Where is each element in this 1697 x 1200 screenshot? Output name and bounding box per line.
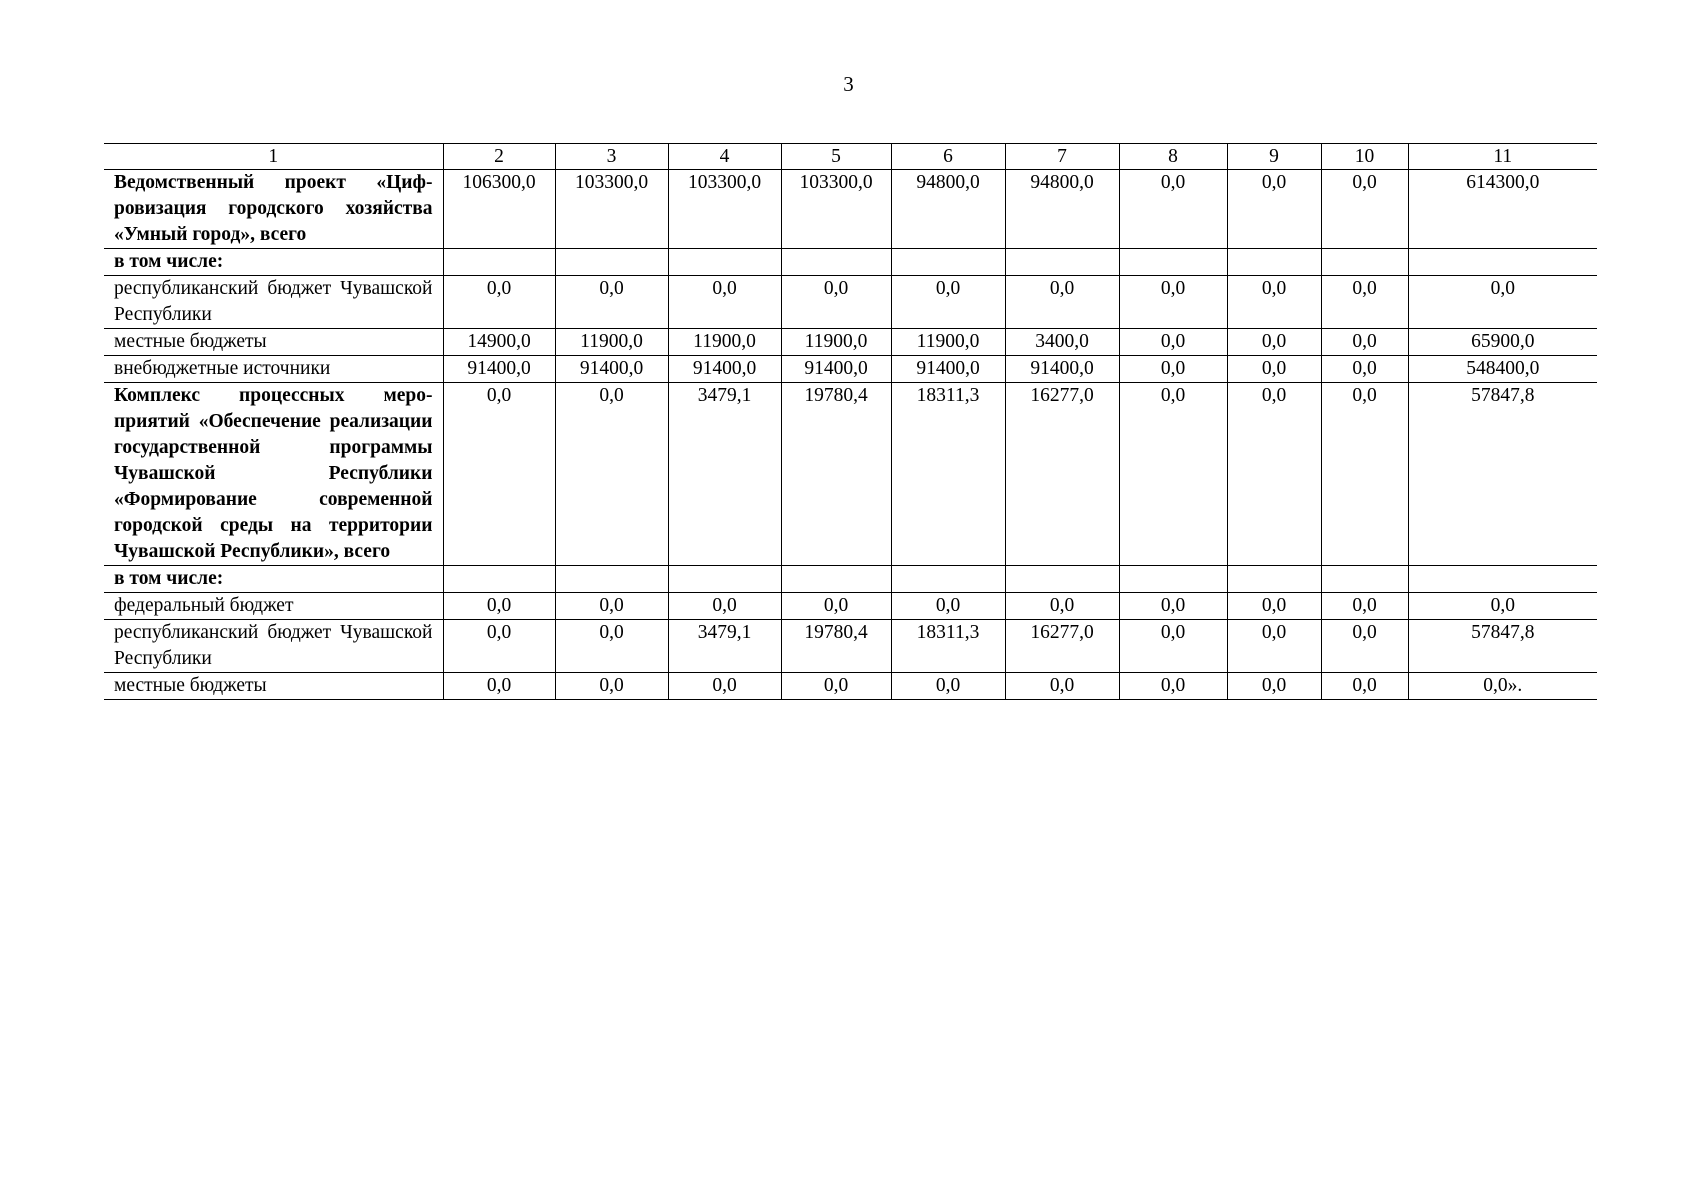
table-cell: 91400,0	[668, 356, 781, 383]
column-number-header: 8	[1119, 144, 1227, 170]
table-cell	[1227, 249, 1321, 276]
row-label: республиканский бюджет Чувашской Республики	[104, 276, 443, 329]
table-cell: 0,0	[781, 276, 891, 329]
table-cell: 16277,0	[1005, 383, 1119, 566]
table-cell: 11900,0	[781, 329, 891, 356]
table-cell: 19780,4	[781, 620, 891, 673]
table-cell	[891, 249, 1005, 276]
table-cell	[1005, 566, 1119, 593]
column-number-header: 10	[1321, 144, 1408, 170]
table-cell: 0,0	[891, 593, 1005, 620]
table-row	[104, 329, 1597, 356]
table-cell: 91400,0	[555, 356, 668, 383]
table-cell: 91400,0	[1005, 356, 1119, 383]
table-cell: 0,0	[1119, 593, 1227, 620]
table-cell: 0,0	[891, 276, 1005, 329]
table-cell: 18311,3	[891, 383, 1005, 566]
column-number-header: 2	[443, 144, 555, 170]
table-cell: 0,0	[781, 673, 891, 700]
table-cell: 0,0	[1119, 356, 1227, 383]
table-cell: 0,0	[555, 276, 668, 329]
table-cell: 57847,8	[1408, 383, 1597, 566]
column-number-header: 3	[555, 144, 668, 170]
column-number-header: 1	[104, 144, 443, 170]
table-cell: 103300,0	[555, 170, 668, 249]
table-cell	[1408, 566, 1597, 593]
table-cell	[1119, 566, 1227, 593]
table-cell	[668, 566, 781, 593]
table-cell: 0,0	[1227, 329, 1321, 356]
table-cell	[1321, 566, 1408, 593]
table-row	[104, 620, 1597, 673]
table-row	[104, 170, 1597, 249]
table-cell: 0,0	[1119, 329, 1227, 356]
table-cell: 103300,0	[668, 170, 781, 249]
table-cell	[668, 249, 781, 276]
table-cell: 0,0	[1408, 276, 1597, 329]
row-label: в том числе:	[104, 249, 443, 276]
table-cell	[1119, 249, 1227, 276]
table-cell: 0,0	[1227, 620, 1321, 673]
table-cell: 0,0	[555, 593, 668, 620]
table-cell: 0,0	[443, 276, 555, 329]
table-cell	[781, 249, 891, 276]
table-cell: 0,0	[891, 673, 1005, 700]
table-cell	[781, 566, 891, 593]
table-cell: 0,0	[555, 383, 668, 566]
row-label: федеральный бюджет	[104, 593, 443, 620]
row-label: Комплекс процессных мероприятий «Обеспечение реализации государственной программы Чувашской Республики «Формирование современной городской среды на территории Чувашской Республики», всего	[104, 383, 443, 566]
table-cell: 0,0	[1321, 329, 1408, 356]
table-row	[104, 356, 1597, 383]
table-cell: 0,0	[1227, 276, 1321, 329]
table-cell	[891, 566, 1005, 593]
table-cell: 0,0	[668, 276, 781, 329]
table-cell	[555, 566, 668, 593]
table-cell: 0,0	[668, 593, 781, 620]
table-cell: 0,0	[781, 593, 891, 620]
table-cell	[1005, 249, 1119, 276]
table-cell	[443, 566, 555, 593]
table-header-row	[104, 144, 1597, 170]
table-cell: 3479,1	[668, 620, 781, 673]
table-cell: 0,0	[1321, 170, 1408, 249]
table-cell: 94800,0	[891, 170, 1005, 249]
table-cell	[443, 249, 555, 276]
table-cell: 0,0	[1227, 673, 1321, 700]
table-cell: 0,0	[1005, 593, 1119, 620]
table-cell: 0,0	[1227, 383, 1321, 566]
table-cell: 0,0	[1321, 356, 1408, 383]
table-cell: 0,0	[1408, 593, 1597, 620]
table-cell: 57847,8	[1408, 620, 1597, 673]
table-cell: 0,0	[443, 673, 555, 700]
table-row	[104, 566, 1597, 593]
table-cell: 0,0	[443, 593, 555, 620]
table-cell: 3400,0	[1005, 329, 1119, 356]
table-cell: 0,0	[1119, 620, 1227, 673]
table-cell: 0,0	[1119, 170, 1227, 249]
table-cell: 11900,0	[668, 329, 781, 356]
table-cell: 91400,0	[891, 356, 1005, 383]
table-cell	[1321, 249, 1408, 276]
table-cell: 0,0	[555, 673, 668, 700]
row-label: местные бюджеты	[104, 329, 443, 356]
table-cell: 0,0	[1321, 673, 1408, 700]
table-cell: 106300,0	[443, 170, 555, 249]
table-cell: 94800,0	[1005, 170, 1119, 249]
budget-table	[104, 143, 1597, 700]
table-cell: 0,0	[443, 620, 555, 673]
table-cell	[1408, 249, 1597, 276]
table-cell: 103300,0	[781, 170, 891, 249]
table-cell: 0,0	[1119, 673, 1227, 700]
row-label: в том числе:	[104, 566, 443, 593]
row-label: республиканский бюджет Чувашской Республики	[104, 620, 443, 673]
row-label: внебюджетные источники	[104, 356, 443, 383]
row-label: Ведомственный проект «Цифровизация городского хозяйства «Умный город», всего	[104, 170, 443, 249]
table-cell: 91400,0	[443, 356, 555, 383]
table-cell: 0,0	[1321, 383, 1408, 566]
column-number-header: 6	[891, 144, 1005, 170]
table-row	[104, 383, 1597, 566]
row-label: местные бюджеты	[104, 673, 443, 700]
table-cell: 11900,0	[891, 329, 1005, 356]
table-cell: 0,0	[668, 673, 781, 700]
column-number-header: 9	[1227, 144, 1321, 170]
table-cell: 14900,0	[443, 329, 555, 356]
table-body	[104, 144, 1597, 700]
table-cell: 0,0	[1005, 673, 1119, 700]
column-number-header: 5	[781, 144, 891, 170]
table-cell: 91400,0	[781, 356, 891, 383]
table-cell: 16277,0	[1005, 620, 1119, 673]
table-cell: 0,0».	[1408, 673, 1597, 700]
table-cell: 0,0	[1227, 170, 1321, 249]
table-cell: 0,0	[1321, 276, 1408, 329]
column-number-header: 7	[1005, 144, 1119, 170]
column-number-header: 11	[1408, 144, 1597, 170]
table-cell: 18311,3	[891, 620, 1005, 673]
table-cell: 0,0	[443, 383, 555, 566]
table-cell: 11900,0	[555, 329, 668, 356]
table-cell: 0,0	[1227, 593, 1321, 620]
table-cell	[555, 249, 668, 276]
table-row	[104, 249, 1597, 276]
page-number: 3	[843, 72, 854, 96]
table-cell	[1227, 566, 1321, 593]
table-cell: 0,0	[1321, 593, 1408, 620]
table-cell: 0,0	[1119, 383, 1227, 566]
table-row	[104, 673, 1597, 700]
table-cell: 614300,0	[1408, 170, 1597, 249]
table-row	[104, 276, 1597, 329]
table-cell: 0,0	[1227, 356, 1321, 383]
column-number-header: 4	[668, 144, 781, 170]
table-cell: 0,0	[1119, 276, 1227, 329]
table-cell: 0,0	[1005, 276, 1119, 329]
table-row	[104, 593, 1597, 620]
table-cell: 0,0	[1321, 620, 1408, 673]
table-cell: 19780,4	[781, 383, 891, 566]
table-cell: 3479,1	[668, 383, 781, 566]
table-cell: 65900,0	[1408, 329, 1597, 356]
table-cell: 548400,0	[1408, 356, 1597, 383]
table-cell: 0,0	[555, 620, 668, 673]
